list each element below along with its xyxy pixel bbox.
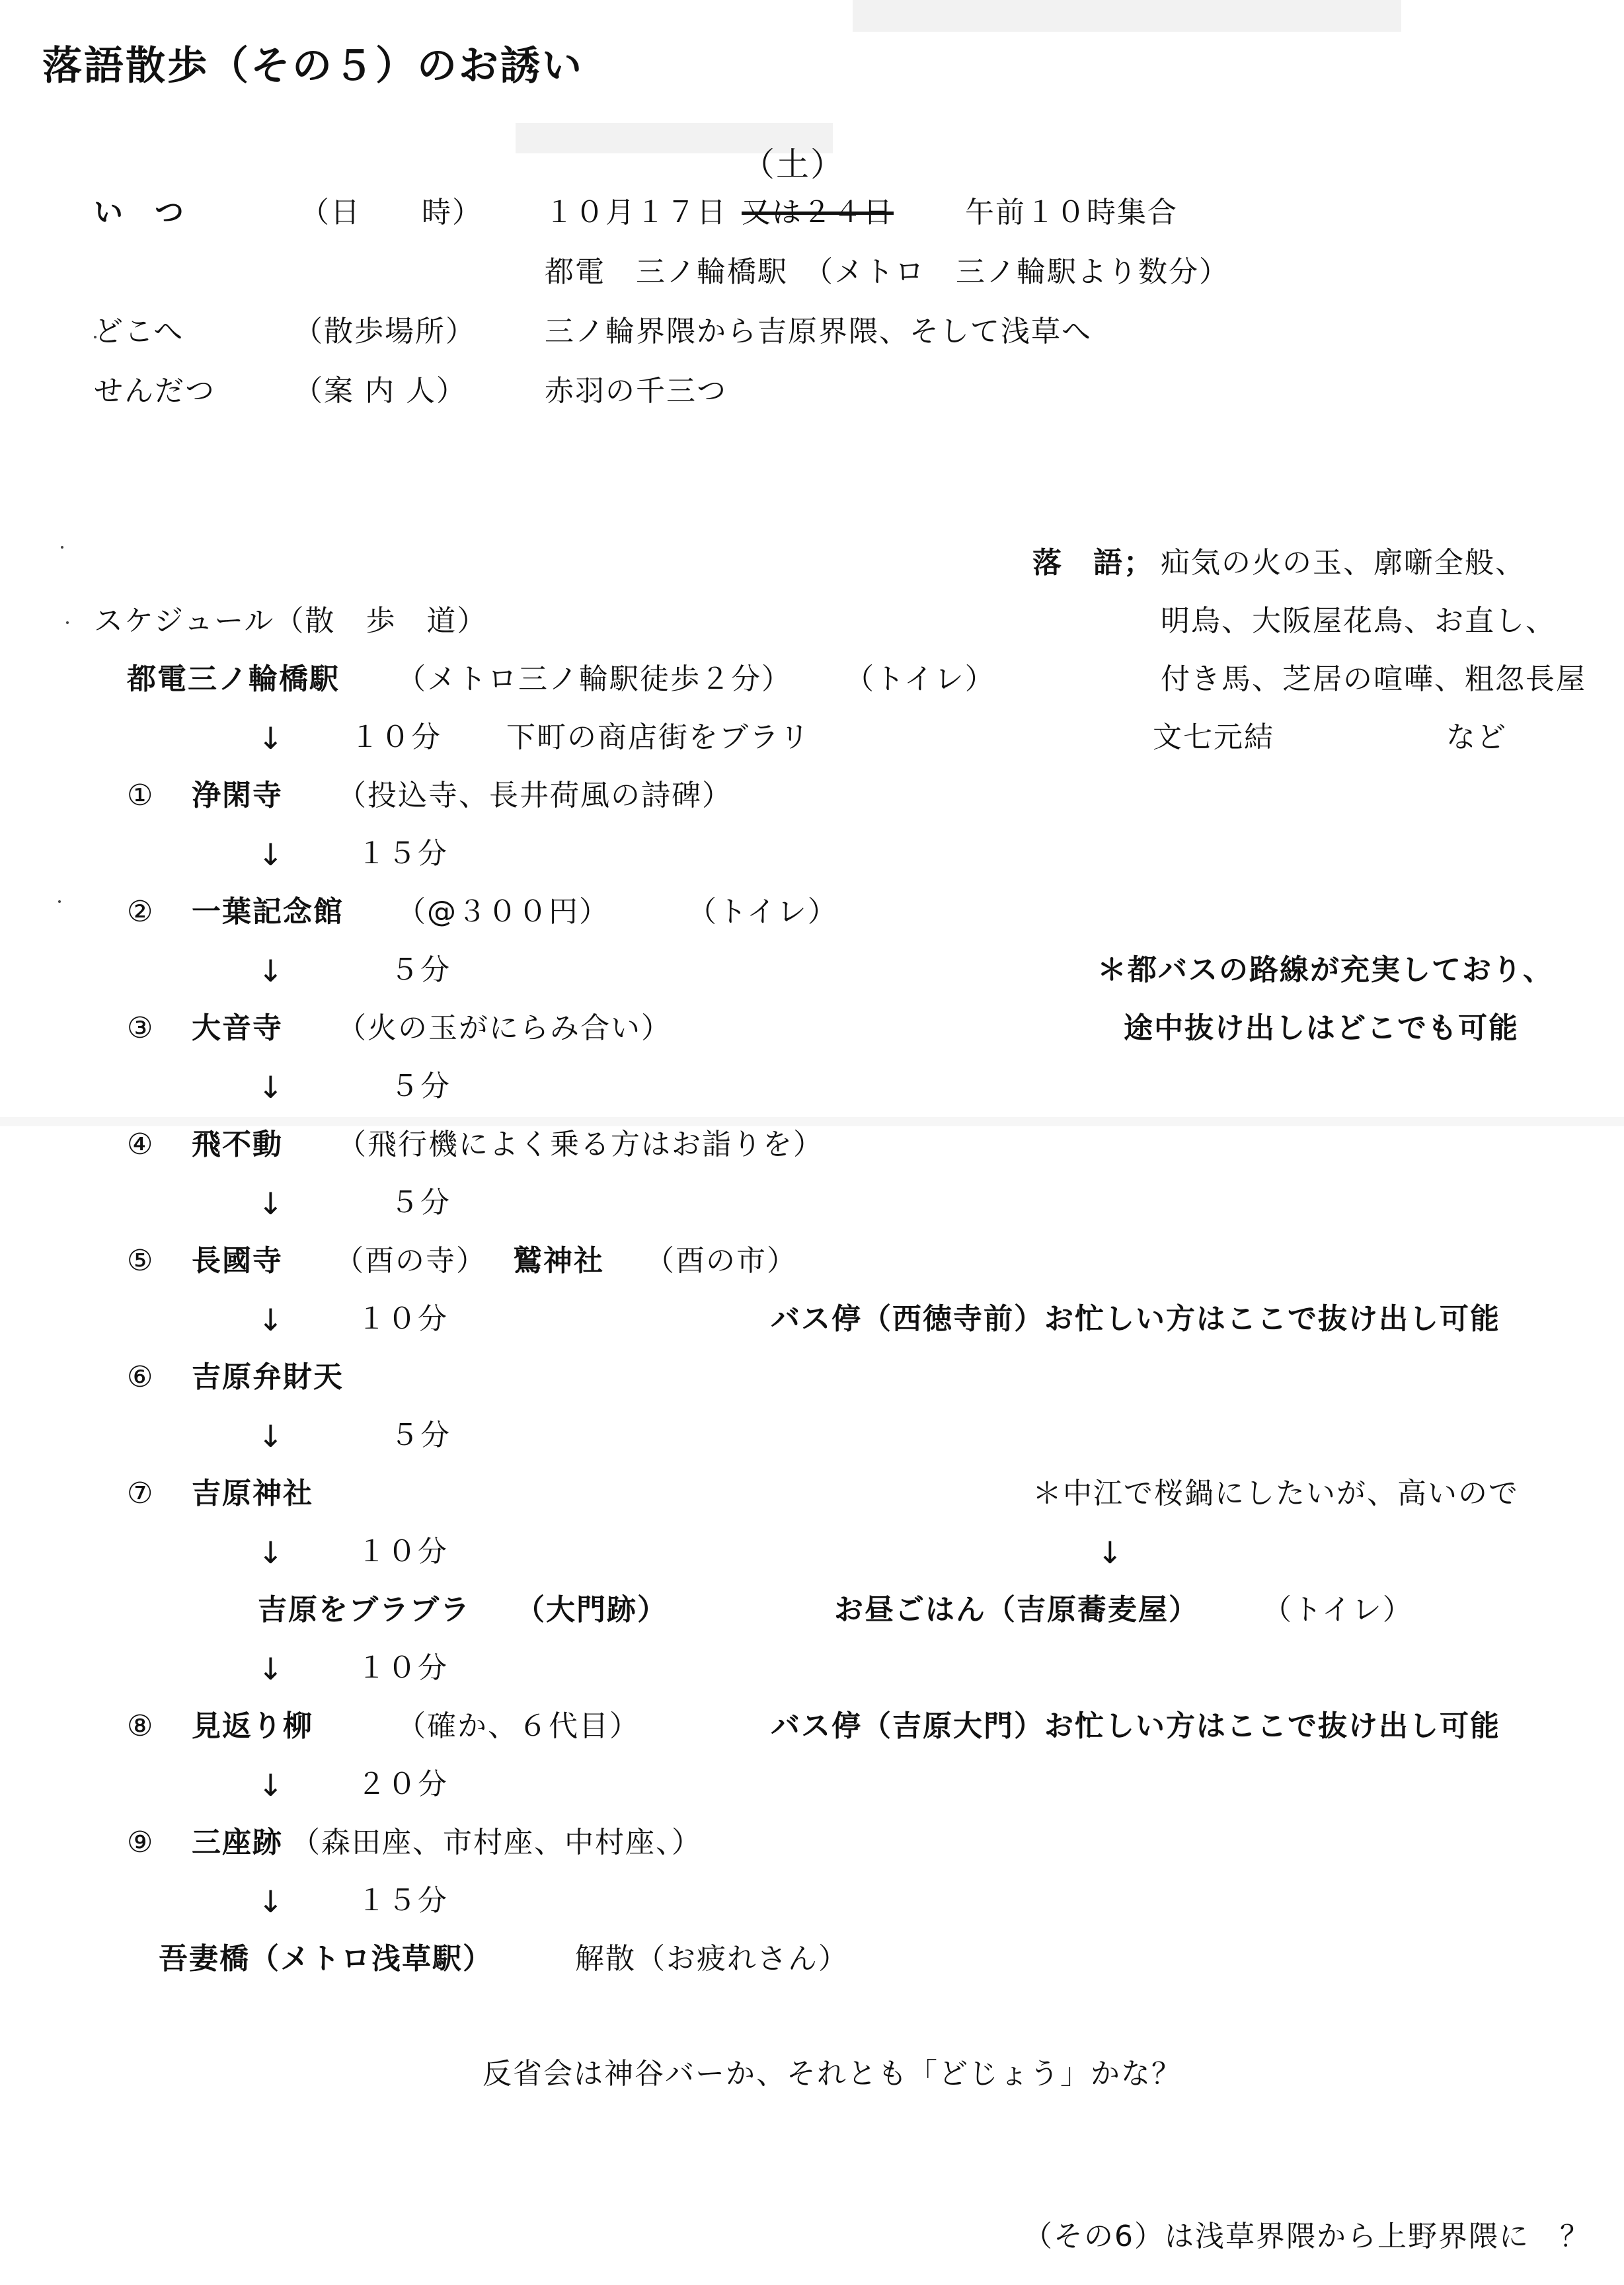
leg-time: ５分: [390, 953, 451, 987]
leg-time: １５分: [357, 1884, 448, 1917]
stop-name: 一葉記念館: [192, 895, 344, 929]
down-arrow-icon: ↓: [258, 953, 285, 989]
scan-dot: [61, 546, 63, 549]
afterparty-note: 反省会は神谷バーか、それとも「どじょう」かな？: [483, 2057, 1182, 2091]
bus-note: 途中抜け出しはどこでも可能: [1124, 1011, 1519, 1045]
leg-time: １０分: [357, 1302, 448, 1336]
stop-name: 吉原弁財天: [192, 1360, 344, 1394]
stop-number: ⑨: [127, 1826, 155, 1859]
event-date: １０月１７日: [545, 196, 727, 229]
stop-note: （投込寺、長井荷風の詩碑）: [337, 779, 732, 812]
stop-name: 浄閑寺: [192, 779, 283, 812]
stop-number: ②: [127, 895, 155, 929]
down-arrow-icon: ↓: [258, 1302, 285, 1338]
down-arrow-icon: ↓: [258, 1767, 285, 1803]
stop-note: （酉の寺）: [334, 1244, 486, 1278]
down-arrow-icon: ↓: [258, 1418, 285, 1454]
leg-time: ５分: [390, 1186, 451, 1220]
where-label: どこへ: [94, 315, 184, 348]
down-arrow-icon: ↓: [258, 1186, 285, 1221]
scan-dot: [58, 900, 61, 903]
guide-value: 赤羽の千三つ: [545, 374, 727, 408]
down-arrow-icon: ↓: [258, 1651, 285, 1687]
stop-number: ⑧: [127, 1709, 155, 1743]
rakugo-label: 落 語；: [1032, 546, 1154, 580]
sakura-note: ＊中江で桜鍋にしたいが、高いので: [1032, 1477, 1519, 1510]
stop-number: ⑦: [127, 1477, 155, 1510]
start-note: （メトロ三ノ輪駅徒歩２分）: [397, 662, 792, 696]
down-arrow-icon: ↓: [1097, 1535, 1124, 1570]
guide-sublabel: （案 内 人）: [293, 374, 467, 408]
leg-time: ５分: [390, 1069, 451, 1103]
when-label: い つ: [94, 196, 185, 229]
next-time-note: （その6）は浅草界隈から上野界隈に ？: [1023, 2220, 1590, 2253]
yoshiwara-gate: （大門跡）: [516, 1593, 668, 1627]
leg-time: １５分: [357, 837, 448, 871]
scan-mark-top: [853, 0, 1401, 32]
when-sublabel: （日 時）: [300, 196, 483, 229]
rakugo-etc: など: [1446, 720, 1507, 754]
end-note: 解散（お疲れさん）: [575, 1942, 849, 1976]
where-sublabel: （散歩場所）: [293, 315, 476, 348]
stop-note: （森田座、市村座、中村座、）: [291, 1826, 702, 1859]
leg-time: １０分: [357, 1535, 448, 1569]
stop-name: 三座跡: [192, 1826, 283, 1859]
leg-time: １０分: [350, 720, 442, 754]
scan-fold-line: [0, 1117, 1624, 1126]
where-value: 三ノ輪界隈から吉原界隈、そして浅草へ: [545, 315, 1092, 348]
down-arrow-icon: ↓: [258, 720, 285, 756]
stop-toilet: （トイレ）: [687, 895, 838, 929]
stop-note: （確か、６代目）: [397, 1709, 640, 1743]
rakugo-line: 明烏、大阪屋花鳥、お直し、: [1161, 604, 1556, 638]
leg-time: ５分: [390, 1418, 451, 1452]
rakugo-line: 疝気の火の玉、廓噺全般、: [1161, 546, 1526, 580]
schedule-label: スケジュール（散 歩 道）: [94, 604, 488, 638]
stop-name: 鷲神社: [513, 1244, 604, 1278]
start-toilet: （トイレ）: [845, 662, 995, 696]
stop-number: ③: [127, 1011, 155, 1045]
stop-name: 飛不動: [192, 1128, 283, 1161]
meet-time: 午前１０時集合: [965, 196, 1178, 229]
stop-number: ⑤: [127, 1244, 155, 1278]
down-arrow-icon: ↓: [258, 837, 285, 872]
stop-note: （飛行機によく乗る方はお詣りを）: [337, 1128, 824, 1161]
leg-note: 下町の商店街をブラリ: [506, 720, 810, 754]
page-title: 落語散歩（その５）のお誘い: [42, 43, 584, 89]
down-arrow-icon: ↓: [258, 1884, 285, 1919]
stop-note: （@３００円）: [397, 895, 609, 929]
stop-name: 吉原神社: [192, 1477, 313, 1510]
leg-time: ２０分: [357, 1767, 448, 1801]
bus-stop-note: バス停（西徳寺前）お忙しい方はここで抜け出し可能: [771, 1302, 1500, 1336]
guide-label: せんだつ: [94, 374, 215, 408]
stop-note: （火の玉がにらみ合い）: [337, 1011, 672, 1045]
lunch-note: お昼ごはん（吉原蕎麦屋）: [834, 1593, 1199, 1627]
lunch-toilet: （トイレ）: [1262, 1593, 1413, 1627]
weekday: （土）: [742, 145, 845, 184]
stop-number: ④: [127, 1128, 155, 1161]
stop-note: （酉の市）: [645, 1244, 797, 1278]
stop-name: 長國寺: [192, 1244, 283, 1278]
bus-stop-note: バス停（吉原大門）お忙しい方はここで抜け出し可能: [771, 1709, 1500, 1743]
struck-date: 又は２４日: [742, 196, 894, 229]
start-station: 都電三ノ輪橋駅: [127, 662, 340, 696]
stop-name: 大音寺: [192, 1011, 283, 1045]
leg-time: １０分: [357, 1651, 448, 1685]
yoshiwara-walk: 吉原をブラブラ: [258, 1593, 471, 1627]
meet-place: 都電 三ノ輪橋駅 （メトロ 三ノ輪駅より数分）: [545, 255, 1229, 289]
stop-name: 見返り柳: [192, 1709, 313, 1743]
stop-number: ①: [127, 779, 155, 812]
down-arrow-icon: ↓: [258, 1069, 285, 1105]
stop-number: ⑥: [127, 1360, 155, 1394]
down-arrow-icon: ↓: [258, 1535, 285, 1570]
end-station: 吾妻橋（メトロ浅草駅）: [159, 1942, 493, 1976]
rakugo-line: 付き馬、芝居の喧嘩、粗忽長屋: [1161, 662, 1586, 696]
scan-dot: [66, 621, 69, 624]
rakugo-line: 文七元結: [1153, 720, 1274, 754]
bus-note: ＊都バスの路線が充実しており、: [1097, 953, 1553, 987]
